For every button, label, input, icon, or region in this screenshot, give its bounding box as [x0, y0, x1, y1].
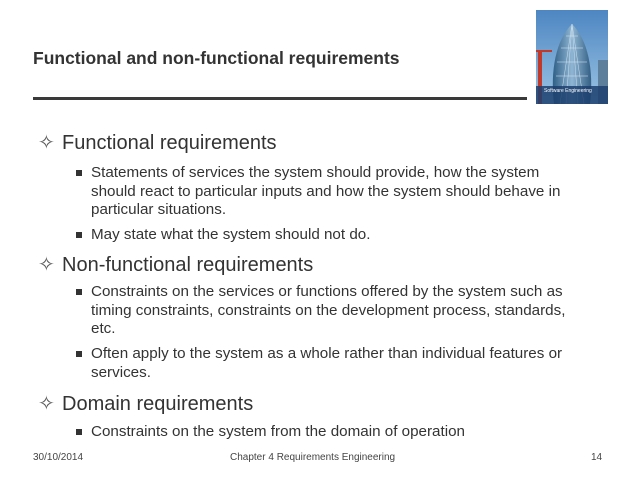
square-bullet-icon	[76, 232, 82, 238]
book-cover-image	[536, 10, 608, 104]
bullet-heading: Functional requirements	[62, 132, 277, 154]
slide-title: Functional and non-functional requirements	[33, 48, 400, 68]
sub-bullet-text: Constraints on the system from the domain of operation	[91, 423, 465, 440]
sub-bullet-text: Constraints on the services or functions offered by the system such as timing constraints, constraints on the development process, standards, etc.	[91, 283, 566, 337]
four-point-star-icon: ✧	[38, 254, 55, 276]
sub-bullet	[76, 164, 571, 220]
cover-title-text: Software Engineering	[544, 88, 592, 94]
title-underline	[33, 97, 527, 100]
footer-date: 30/10/2014	[33, 452, 84, 463]
bullet-heading: Non-functional requirements	[62, 254, 314, 276]
sub-bullet	[76, 226, 571, 245]
bullet-non-functional-requirements	[38, 252, 313, 277]
four-point-star-icon: ✧	[38, 393, 55, 415]
bullet-functional-requirements	[38, 130, 277, 155]
sub-bullet-text: Often apply to the system as a whole rather than individual features or services.	[91, 345, 563, 381]
bullet-heading: Domain requirements	[62, 393, 254, 415]
bullet-domain-requirements	[38, 391, 253, 416]
square-bullet-icon	[76, 170, 82, 176]
sub-bullet	[76, 423, 571, 442]
four-point-star-icon: ✧	[38, 132, 55, 154]
footer-page-number: 14	[591, 452, 603, 463]
square-bullet-icon	[76, 289, 82, 295]
square-bullet-icon	[76, 351, 82, 357]
sub-bullet	[76, 345, 571, 382]
sub-bullet-text: Statements of services the system should provide, how the system should react to particular inputs and how the system should behave in particular situations.	[91, 164, 561, 218]
sub-bullet-text: May state what the system should not do.	[91, 226, 371, 243]
square-bullet-icon	[76, 429, 82, 435]
sub-bullet	[76, 283, 571, 339]
footer-chapter: Chapter 4 Requirements Engineering	[230, 452, 396, 463]
